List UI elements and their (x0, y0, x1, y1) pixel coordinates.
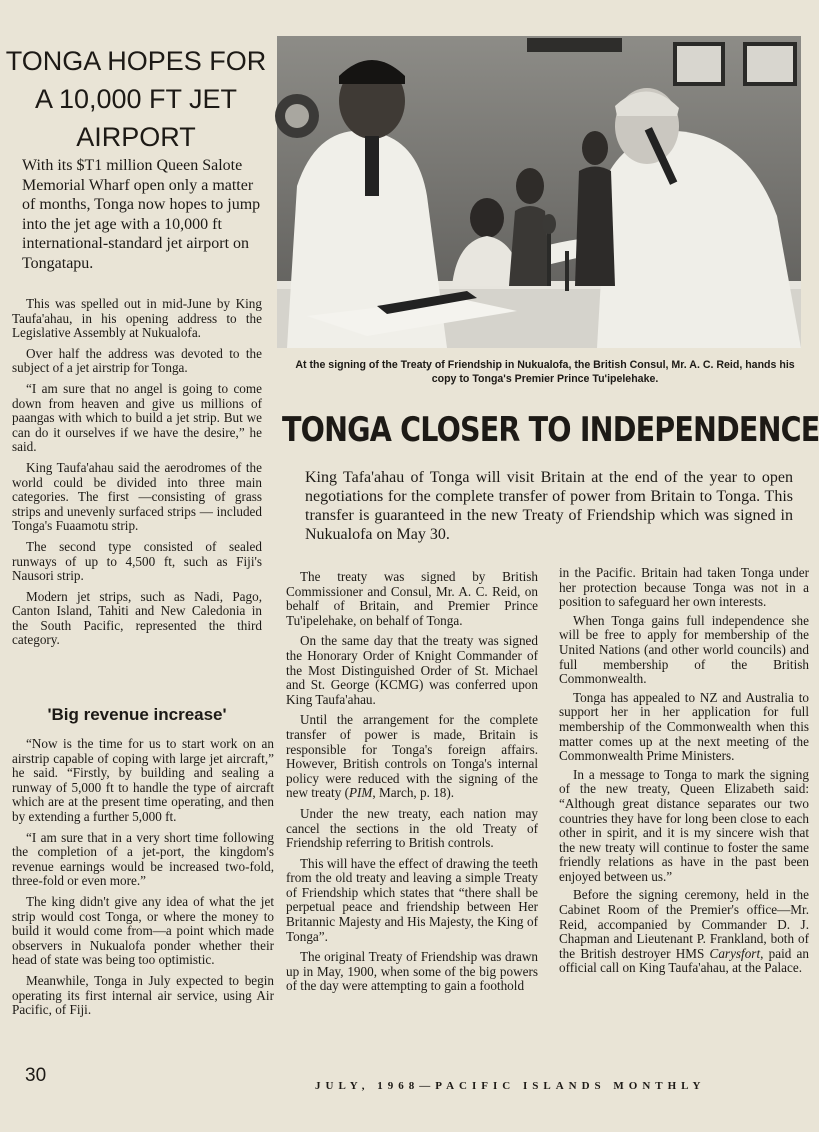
paragraph: When Tonga gains full independence she will be free to apply for membership of the United Nations (and other world councils) and full membership of the British Commonwealth. (559, 612, 809, 687)
paragraph (286, 713, 538, 801)
text-run: , paid an official call on King Taufa'ahau, at the Palace. (559, 945, 809, 976)
paragraph: “I am sure that in a very short time following the completion of a jet-port, the kingdom's revenue earnings would be increased two-fold, three-fold or even more.” (12, 829, 274, 889)
paragraph: Tonga has appealed to NZ and Australia to support her in her application for full membership of the Commonwealth when this matter comes up at the next meeting of the Commonwealth Prime Ministers. (559, 689, 809, 764)
text-run: , March, p. 18). (372, 785, 455, 801)
paragraph: Modern jet strips, such as Nadi, Pago, Canton Island, Tahiti and New Caledonia in the South Pacific, represented the third category. (12, 588, 262, 648)
text-run: Before the signing ceremony, held in the Cabinet Room of the Premier's office—Mr. Reid, accompanied by Commander D. J. Chapman and Lieutenant P. Frankland, both of the British destroyer HMS (559, 887, 809, 961)
title-line: TONGA HOPES FOR (5, 46, 267, 76)
title-line: AIRPORT (76, 122, 196, 152)
left-article-body (12, 297, 262, 654)
paragraph: In a message to Tonga to mark the signing of the new treaty, Queen Elizabeth said: “Although great distance separates our two countries they have for long been close to each other in spirit, and it is my sincere wish that the new treaty will continue to foster the same friendly relations as have in the past been enjoyed between us.” (559, 766, 809, 884)
ship-name: Carysfort (709, 945, 761, 961)
treaty-signing-photo (277, 36, 801, 348)
paragraph: On the same day that the treaty was signed the Honorary Order of Knight Commander of the Most Distinguished Order of St. Michael and St. George (KCMG) was conferred upon King Taufa'ahau. (286, 633, 538, 707)
left-article-title (0, 42, 272, 156)
paragraph: in the Pacific. Britain had taken Tonga under her protection because Tonga was not in a position to safeguard her own interests. (559, 565, 809, 610)
main-article-column-2 (559, 566, 809, 980)
left-article-lead: With its $T1 million Queen Salote Memorial Wharf open only a matter of months, Tonga now hopes to jump into the jet age with a 10,000 ft international-standard jet airport on Tongatapu. (22, 157, 261, 272)
paragraph: The second type consisted of sealed runways of up to 4,500 ft, such as Fiji's Nausori strip. (12, 538, 262, 584)
paragraph: Meanwhile, Tonga in July expected to begin operating its first internal air service, using Air Pacific, of Fiji. (12, 972, 274, 1018)
paragraph: The original Treaty of Friendship was drawn up in May, 1900, when some of the big powers of the day were attempting to gain a foothold (286, 949, 538, 994)
paragraph: This will have the effect of drawing the teeth from the old treaty and leaving a simple Treaty of Friendship which states that “there shall be perpetual peace and friendship between Her Britannic Majesty and His Majesty, the King of Tonga”. (286, 855, 538, 944)
paragraph (559, 888, 809, 976)
main-headline: TONGA CLOSER TO INDEPENDENCE (282, 410, 819, 450)
paragraph: Under the new treaty, each nation may cancel the sections in the old Treaty of Friendship referring to British controls. (286, 805, 538, 851)
main-article-deck: King Tafa'ahau of Tonga will visit Britain at the end of the year to open negotiations for the complete transfer of power from Britain to Tonga. This transfer is guaranteed in the new Treaty of Friendship which was signed in Nukualofa on May 30. (305, 469, 793, 543)
page-number: 30 (25, 1065, 47, 1086)
left-article-body-continued (12, 737, 274, 1024)
main-article-column-1 (286, 570, 538, 1000)
paragraph: This was spelled out in mid-June by King Taufa'ahau, in his opening address to the Legislative Assembly at Nukualofa. (12, 296, 262, 341)
paragraph: “Now is the time for us to start work on an airstrip capable of coping with large jet aircraft,” he said. “Firstly, by building and sealing a runway of 5,000 ft to handle the type of aircraft which are at the present time operating, and then by extending a further 5,000 ft. (12, 736, 274, 824)
paragraph: “I am sure that no angel is going to come down from heaven and give us millions of paangas with which to build a jet strip. But we can do it ourselves if we have the desire,” he said. (12, 380, 262, 455)
running-footer: JULY, 1968—PACIFIC ISLANDS MONTHLY (315, 1080, 706, 1092)
publication-reference: PIM (348, 785, 373, 801)
paragraph: The treaty was signed by British Commissioner and Consul, Mr. A. C. Reid, on behalf of Britain, and Premier Prince Tu'ipelehake, on behalf of Tonga. (286, 569, 538, 628)
photo-caption: At the signing of the Treaty of Friendship in Nukualofa, the British Consul, Mr. A. C. Reid, hands his copy to Tonga's Premier Prince Tu'ipelehake. (295, 359, 795, 385)
left-article-subhead: 'Big revenue increase' (47, 705, 227, 724)
title-line: A 10,000 FT JET (34, 84, 238, 114)
paragraph: The king didn't give any idea of what the jet strip would cost Tonga, or where the money to build it would come from—a point which made observers in Nukualofa ponder whether their head of state was being too optimistic. (12, 893, 274, 968)
text-run: Until the arrangement for the complete transfer of power is made, Britain is responsible for Tonga's foreign affairs. However, British controls on Tonga's internal policy were reduced with the signing of the new treaty ( (286, 712, 538, 801)
paragraph: King Taufa'ahau said the aerodromes of the world could be divided into three main categories. The first —consisting of grass strips and unevenly surfaced strips — included Tonga's Fuaamotu strip. (12, 459, 262, 534)
paragraph: Over half the address was devoted to the subject of a jet airstrip for Tonga. (12, 345, 262, 376)
photo-illustration (277, 36, 801, 348)
